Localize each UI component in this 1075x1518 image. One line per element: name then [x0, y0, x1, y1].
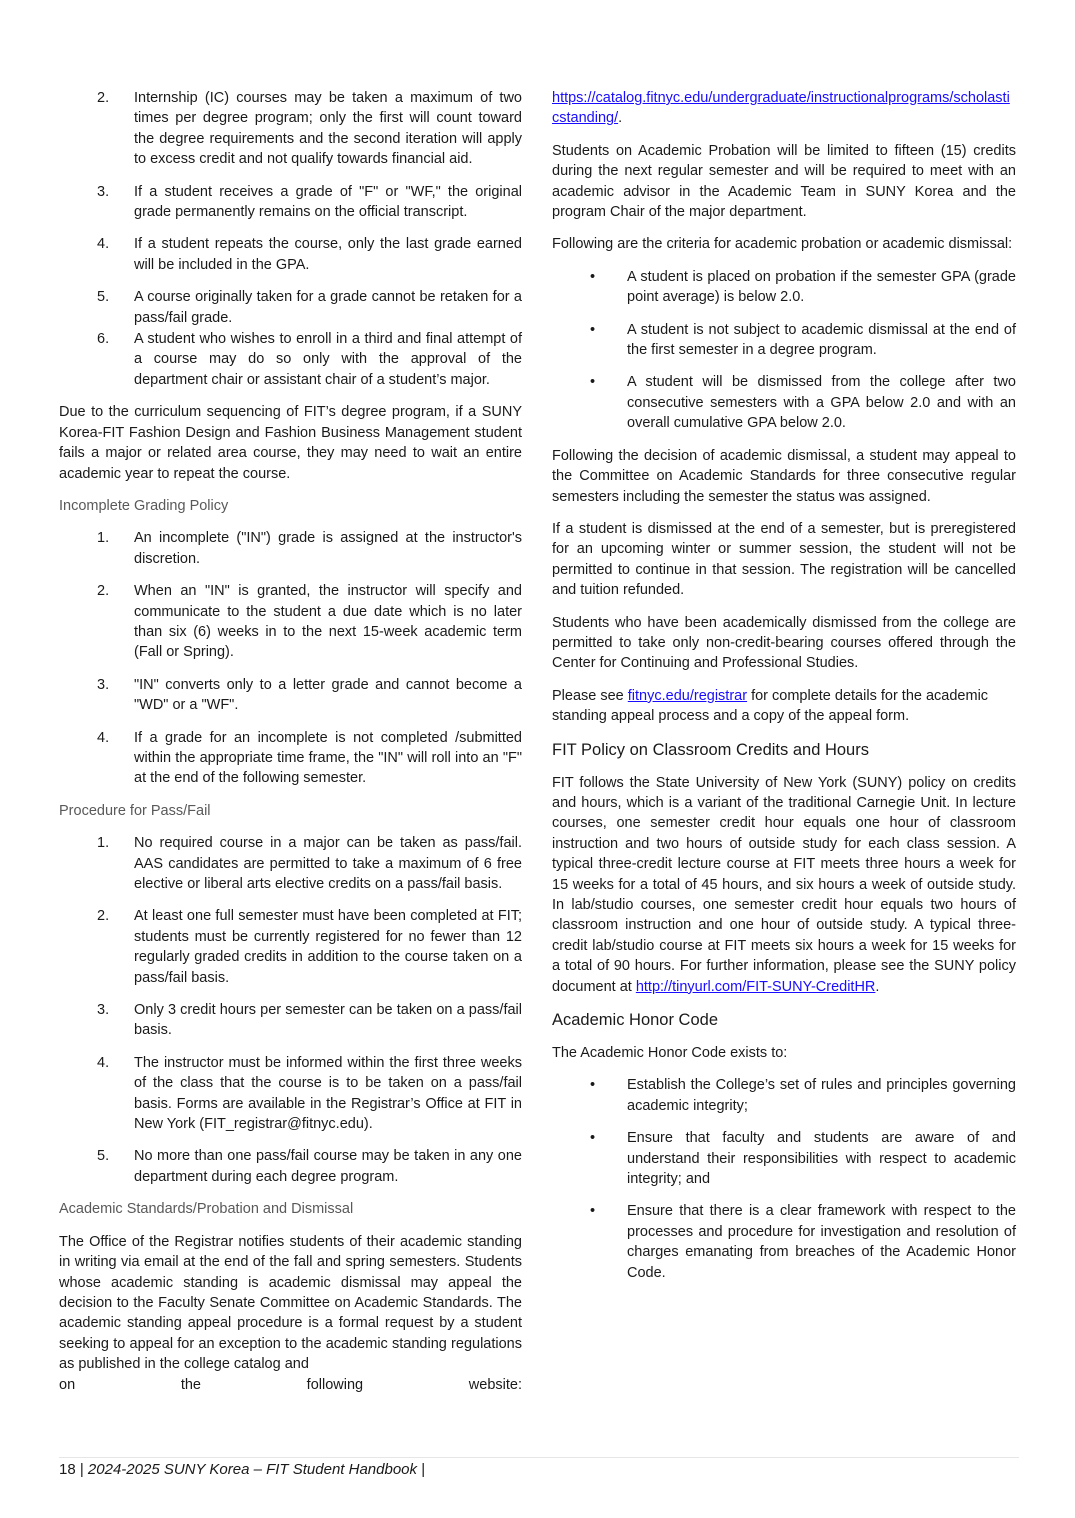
criteria-paragraph: Following are the criteria for academic probation or academic dismissal: [552, 236, 1013, 253]
list-number: 2. [97, 908, 110, 925]
dismissed-paragraph: Students who have been academically dismissed from the college are permitted to take only non-credit-bearing courses offered through the Center for Continuing and Professional Studies. [552, 614, 1016, 672]
list-item [59, 1146, 522, 1187]
list-number: 6. [97, 331, 110, 348]
bullet-item [552, 320, 1016, 361]
list-number: 1. [97, 530, 110, 547]
bullet-item [552, 1201, 1016, 1283]
catalog-link-suffix: . [618, 110, 623, 127]
list-number: 5. [97, 1148, 110, 1165]
list-item [59, 833, 522, 894]
catalog-link[interactable]: https://catalog.fitnyc.edu/undergraduate/instructionalprograms/scholasticstanding/ [552, 90, 1010, 127]
list-item-text: A course originally taken for a grade cannot be retaken for a pass/fail grade. [134, 289, 522, 326]
please-see-paragraph [552, 686, 1016, 727]
list-item [59, 329, 522, 390]
list-number: 1. [97, 835, 110, 852]
list-item [59, 906, 522, 988]
credits-hours-suffix: . [875, 978, 880, 995]
list-number: 4. [97, 236, 110, 253]
handbook-title: 2024-2025 SUNY Korea – FIT Student Handbook [87, 1461, 418, 1478]
bullet-icon: • [590, 268, 596, 285]
pass-fail-heading: Procedure for Pass/Fail [59, 802, 211, 819]
bullet-text: Ensure that faculty and students are aware of and understand their responsibilities with respect to academic integrity; and [627, 1130, 1016, 1188]
list-item [59, 234, 522, 275]
list-item-text: If a student receives a grade of "F" or "WF," the original grade permanently remains on the official transcript. [134, 183, 522, 221]
list-item-text: No required course in a major can be taken as pass/fail. AAS candidates are permitted to take a maximum of 6 free elective or liberal arts elective credits on a pass/fail basis. [134, 835, 522, 892]
list-item [59, 88, 522, 170]
page-footer [59, 1460, 425, 1480]
bullet-icon: • [590, 374, 596, 391]
honor-code-intro: The Academic Honor Code exists to: [552, 1045, 788, 1062]
honor-code-heading: Academic Honor Code [552, 1011, 718, 1030]
incomplete-list [59, 528, 522, 788]
curriculum-paragraph: Due to the curriculum sequencing of FIT’s degree program, if a SUNY Korea-FIT Fashion Design and Fashion Business Management student fails a major or related area course, they may need to wait an entire academic year to repeat the course. [59, 404, 522, 482]
list-item-text: If a student repeats the course, only the last grade earned will be included in the GPA. [134, 236, 522, 273]
page-number: 18 | [59, 1461, 88, 1478]
list-number: 2. [97, 583, 110, 600]
list-number: 4. [97, 729, 110, 746]
credits-hours-heading: FIT Policy on Classroom Credits and Hours [552, 740, 869, 759]
credits-hours-text: FIT follows the State University of New York (SUNY) policy on credits and hours, which is a variant of the traditional Carnegie Unit. In lecture courses, one semester credit hour equals one hour of classroom instruction and two hours of outside study for each class session. A typical three-credit lecture course at FIT meets three hours a week for 15 weeks for a total of 45 hours, and six hours a week of outside study. In lab/studio courses, one semester credit hour equals two hours of classroom instruction and one hour of outside study. A typical three-credit lab/studio course at FIT meets six hours a week for 15 weeks for a total of 90 hours. For further information, please see the SUNY policy document at [552, 774, 1016, 995]
please-see-prefix: Please see [552, 687, 628, 704]
list-item-text: Internship (IC) courses may be taken a maximum of two times per degree program; only the first will count toward the degree requirements and the second iteration will apply to excess credit and not qualify towards financial aid. [134, 90, 522, 168]
registrar-link[interactable]: fitnyc.edu/registrar [627, 687, 748, 704]
bullet-item [552, 1128, 1016, 1189]
bullet-text: A student is placed on probation if the semester GPA (grade point average) is below 2.0. [627, 268, 1016, 306]
list-item [59, 581, 522, 663]
suny-credit-link[interactable]: http://tinyurl.com/FIT-SUNY-CreditHR [635, 978, 876, 995]
appeal-paragraph: Following the decision of academic dismissal, a student may appeal to the Committee on Academic Standards for three consecutive regular semesters including the semester the status was assigned. [552, 447, 1016, 505]
catalog-link-paragraph [552, 88, 1016, 129]
list-number: 3. [97, 1002, 110, 1019]
list-item-text: If a grade for an incomplete is not completed /submitted within the appropriate time frame, the "IN" will roll into an "F" at the end of the following semester. [134, 729, 522, 787]
please-see-suffix: for complete details for the academic standing appeal process and a copy of the appeal form. [552, 687, 989, 725]
list-item [59, 287, 522, 328]
bullet-text: Establish the College’s set of rules and principles governing academic integrity; [627, 1077, 1016, 1114]
list-number: 5. [97, 289, 110, 306]
list-item [59, 182, 522, 223]
criteria-list [552, 267, 1016, 434]
bullet-text: Ensure that there is a clear framework with respect to the processes and procedure for investigation and resolution of charges emanating from breaches of the Academic Honor Code. [627, 1203, 1016, 1281]
list-item [59, 1053, 522, 1135]
list-item-text: "IN" converts only to a letter grade and cannot become a "WD" or a "WF". [134, 676, 522, 714]
incomplete-grading-heading: Incomplete Grading Policy [59, 497, 229, 514]
list-number: 3. [97, 676, 110, 693]
list-item-text: The instructor must be informed within the first three weeks of the class that the course is to be taken on a pass/fail basis. Forms are available in the Registrar’s Office at FIT in New York (FIT_registrar@fitnyc.edu). [134, 1054, 522, 1133]
list-item-text: At least one full semester must have been completed at FIT; students must be currently registered for no fewer than 12 regularly graded credits in addition to the course taken on a pass/fail basis. [134, 908, 522, 986]
bullet-icon: • [590, 1203, 596, 1220]
left-column [59, 88, 522, 1407]
credits-hours-paragraph [552, 773, 1016, 997]
academic-standards-paragraph: The Office of the Registrar notifies students of their academic standing in writing via email at the end of the fall and spring semesters. Students whose academic standing is academic dismissal may appeal the decision to the Faculty Senate Committee on Academic Standards. The academic standing appeal procedure is a formal request by a student seeking to appeal for an exception to the academic standing regulations as published in the college catalog and [59, 1233, 522, 1373]
list-item-text: When an "IN" is granted, the instructor will specify and communicate to the student a due date which is no later than six (6) weeks in to the next 15-week academic term (Fall or Spring). [134, 583, 522, 661]
list-item-text: Only 3 credit hours per semester can be taken on a pass/fail basis. [134, 1002, 522, 1039]
bullet-text: A student is not subject to academic dismissal at the end of the first semester in a degree program. [627, 321, 1016, 359]
preregistered-paragraph: If a student is dismissed at the end of a semester, but is preregistered for an upcoming winter or summer session, the student will not be permitted to continue in that session. The registration will be cancelled and tuition refunded. [552, 520, 1016, 599]
list-item-text: No more than one pass/fail course may be taken in any one department during each degree program. [134, 1148, 522, 1185]
list-number: 3. [97, 183, 110, 200]
list-item [59, 728, 522, 789]
list-item-text: An incomplete ("IN") grade is assigned at the instructor's discretion. [134, 530, 522, 567]
list-number: 2. [97, 90, 110, 106]
bullet-icon: • [590, 321, 596, 338]
honor-code-list [552, 1075, 1016, 1283]
bullet-item [552, 267, 1016, 308]
bullet-icon: • [590, 1130, 596, 1147]
right-column [552, 88, 1016, 1295]
list-item [59, 1000, 522, 1041]
footer-divider [59, 1457, 1019, 1458]
probation-paragraph: Students on Academic Probation will be limited to fifteen (15) credits during the next regular semester and will be required to meet with an academic advisor in the Academic Team in SUNY Korea and the program Chair of the major department. [552, 142, 1016, 221]
bullet-item [552, 372, 1016, 433]
footer-separator: | [417, 1461, 426, 1478]
bullet-icon: • [590, 1077, 596, 1094]
bullet-text: A student will be dismissed from the college after two consecutive semesters with a GPA below 2.0 and with an overall cumulative GPA below 2.0. [627, 374, 1016, 432]
list-number: 4. [97, 1054, 110, 1071]
pass-fail-list [59, 833, 522, 1187]
repeat-rules-list [59, 88, 522, 390]
list-item-text: A student who wishes to enroll in a third and final attempt of a course may do so only with the approval of the department chair or assistant chair of a student’s major. [134, 331, 522, 388]
bullet-item [552, 1075, 1016, 1116]
list-item [59, 528, 522, 569]
academic-standards-heading: Academic Standards/Probation and Dismissal [59, 1201, 354, 1218]
list-item [59, 675, 522, 716]
academic-standards-paragraph-last-line: on the following website: [59, 1376, 522, 1393]
